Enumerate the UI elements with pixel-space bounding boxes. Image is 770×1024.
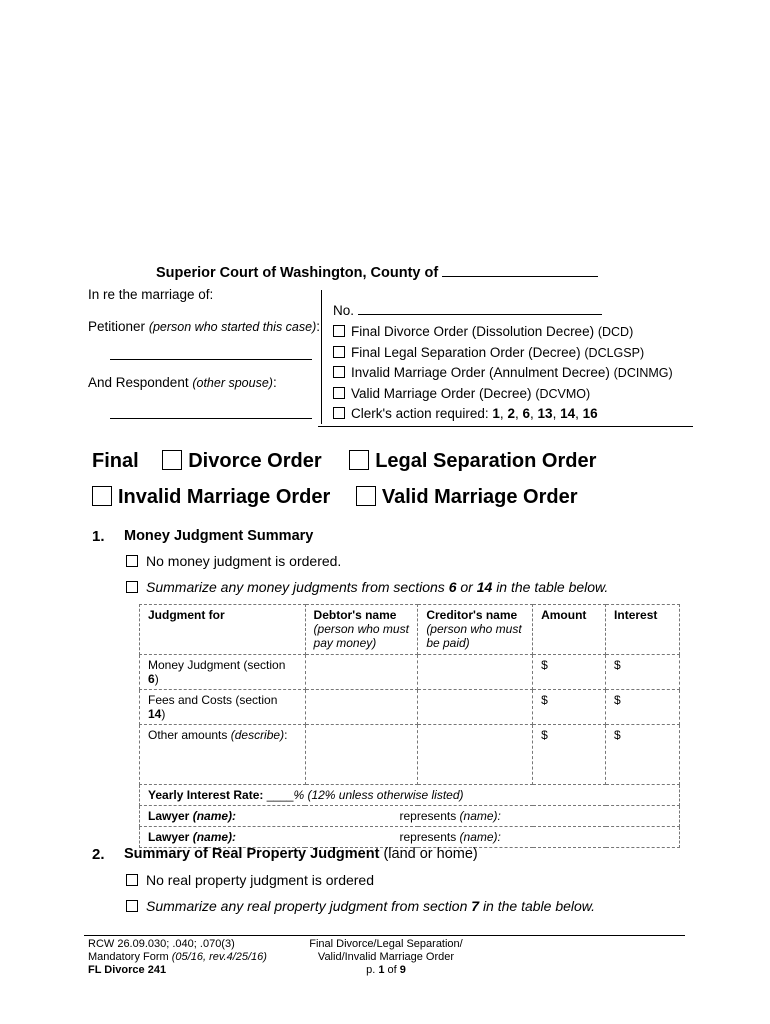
debtor-cell[interactable] — [305, 725, 418, 785]
no-money-judgment-checkbox[interactable] — [126, 555, 138, 567]
section-2-number: 2. — [92, 846, 105, 863]
footer-rule — [84, 935, 685, 936]
section-2-heading: Summary of Real Property Judgment (land or home) — [124, 846, 478, 862]
divorce-order-checkbox[interactable] — [162, 450, 182, 470]
fees-costs-label: Fees and Costs (section 14) — [140, 690, 306, 725]
section-1-number: 1. — [92, 528, 105, 545]
clerk-action-checkbox[interactable] — [333, 407, 345, 419]
debtor-cell[interactable] — [305, 655, 418, 690]
table-row — [140, 690, 680, 725]
dcd-checkbox[interactable] — [333, 325, 345, 337]
money-judgment-label: Money Judgment (section 6) — [140, 655, 306, 690]
no-money-judgment-option: No money judgment is ordered. — [126, 553, 341, 569]
creditor-cell[interactable] — [418, 655, 533, 690]
table-row — [140, 655, 680, 690]
dcvmo-checkbox[interactable] — [333, 387, 345, 399]
summarize-real-property-checkbox[interactable] — [126, 900, 138, 912]
creditor-header: Creditor's name (person who must be paid) — [418, 605, 533, 655]
yearly-interest-row: Yearly Interest Rate: ____% (12% unless otherwise listed) — [140, 785, 680, 806]
invalid-marriage-checkbox[interactable] — [92, 486, 112, 506]
clerk-action: Clerk's action required: 1, 2, 6, 13, 14, 16 — [333, 406, 598, 421]
section-1-heading: Money Judgment Summary — [124, 528, 314, 544]
table-row — [140, 725, 680, 785]
no-real-property-checkbox[interactable] — [126, 874, 138, 886]
valid-marriage-checkbox[interactable] — [356, 486, 376, 506]
lawyer-row: Lawyer (name): represents (name): — [140, 827, 680, 848]
legal-separation-checkbox[interactable] — [349, 450, 369, 470]
dcinmg-checkbox[interactable] — [333, 366, 345, 378]
court-title: Superior Court of Washington, County of — [156, 262, 598, 281]
other-amounts-label: Other amounts (describe): — [140, 725, 306, 785]
in-re-label: In re the marriage of: — [88, 287, 214, 302]
no-real-property-option: No real property judgment is ordered — [126, 872, 374, 888]
caption-divider — [321, 290, 322, 424]
caption-bottom-rule — [318, 426, 693, 427]
footer-left: RCW 26.09.030; .040; .070(3) Mandatory Form (05/16, rev.4/25/16) FL Divorce 241 — [88, 938, 267, 976]
interest-rate-blank[interactable]: ____ — [266, 788, 294, 802]
table-header-row — [140, 605, 680, 655]
footer-center: Final Divorce/Legal Separation/ Valid/Invalid Marriage Order p. 1 of 9 — [300, 938, 472, 977]
creditor-cell[interactable] — [418, 690, 533, 725]
case-number-blank[interactable] — [358, 300, 602, 315]
petitioner-name-blank[interactable] — [110, 345, 312, 360]
summarize-money-checkbox[interactable] — [126, 581, 138, 593]
dclgsp-checkbox[interactable] — [333, 346, 345, 358]
respondent-name-blank[interactable] — [110, 404, 312, 419]
caption-option-dclgsp: Final Legal Separation Order (Decree) (DCLGSP) — [333, 345, 644, 360]
lawyer-row: Lawyer (name): represents (name): — [140, 806, 680, 827]
interest-cell[interactable]: $ — [606, 690, 680, 725]
order-title-line2: Invalid Marriage Order Valid Marriage Order — [92, 486, 578, 509]
order-title-line1: Final Divorce Order Legal Separation Order — [92, 450, 597, 472]
summarize-real-property-option: Summarize any real property judgment from section 7 in the table below. — [126, 898, 595, 914]
interest-cell[interactable]: $ — [606, 655, 680, 690]
summarize-money-option: Summarize any money judgments from sections 6 or 14 in the table below. — [126, 579, 608, 595]
amount-cell[interactable]: $ — [533, 725, 606, 785]
interest-header: Interest — [606, 605, 680, 655]
caption-option-dcvmo: Valid Marriage Order (Decree) (DCVMO) — [333, 386, 590, 401]
caption-option-dcd: Final Divorce Order (Dissolution Decree) (DCD) — [333, 324, 633, 339]
debtor-header: Debtor's name (person who must pay money) — [305, 605, 418, 655]
page-number: p. 1 of 9 — [366, 964, 406, 976]
debtor-cell[interactable] — [305, 690, 418, 725]
amount-cell[interactable]: $ — [533, 690, 606, 725]
amount-header: Amount — [533, 605, 606, 655]
petitioner-label: Petitioner (person who started this case): — [88, 319, 321, 334]
caption-option-dcinmg: Invalid Marriage Order (Annulment Decree) (DCINMG) — [333, 365, 673, 380]
amount-cell[interactable]: $ — [533, 655, 606, 690]
county-blank[interactable] — [442, 262, 598, 277]
money-judgment-table — [139, 604, 680, 848]
respondent-label: And Respondent (other spouse): — [88, 375, 277, 390]
judgment-for-header: Judgment for — [140, 605, 306, 655]
case-number: No. — [333, 300, 602, 318]
creditor-cell[interactable] — [418, 725, 533, 785]
interest-cell[interactable]: $ — [606, 725, 680, 785]
